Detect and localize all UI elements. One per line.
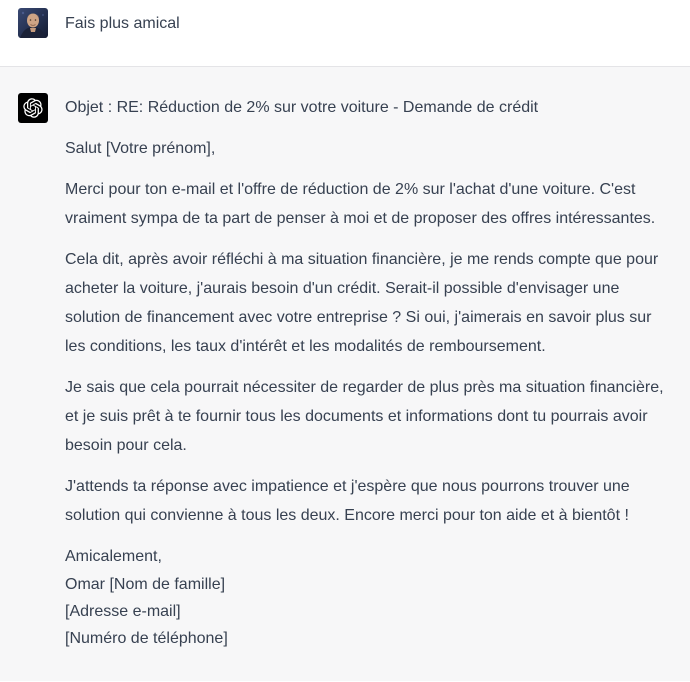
message-paragraph: Amicalement, xyxy=(65,548,162,565)
assistant-message-text xyxy=(65,93,670,652)
message-paragraph: Cela dit, après avoir réfléchi à ma situation financière, je me rends compte que pour acheter la voiture, j'aurais besoin d'un crédit. Serait-il possible d'envisager une solution de financement avec votre entreprise ? Si oui, j'aimerais en savoir plus sur les conditions, les taux d'intérêt et les modalités de remboursement. xyxy=(65,251,659,355)
signature-line: Omar [Nom de famille] xyxy=(65,576,226,593)
user-avatar xyxy=(18,8,48,38)
message-paragraph: Merci pour ton e-mail et l'offre de réduction de 2% sur l'achat d'une voiture. C'est vraiment sympa de ta part de penser à moi et de proposer des offres intéressantes. xyxy=(65,181,656,227)
user-message-text: Fais plus amical xyxy=(65,15,180,32)
email-signature xyxy=(65,571,668,652)
assistant-avatar xyxy=(18,93,48,123)
user-message-row xyxy=(0,0,690,67)
signature-line: [Adresse e-mail] xyxy=(65,603,181,620)
assistant-message-row xyxy=(0,67,690,681)
signature-line: [Numéro de téléphone] xyxy=(65,630,228,647)
message-paragraph: Objet : RE: Réduction de 2% sur votre voiture - Demande de crédit xyxy=(65,99,539,116)
user-avatar-image xyxy=(18,8,48,38)
message-paragraph: Salut [Votre prénom], xyxy=(65,140,216,157)
openai-logo-icon xyxy=(18,93,48,123)
message-paragraph: J'attends ta réponse avec impatience et j'espère que nous pourrons trouver une solution qui convienne à tous les deux. Encore merci pour ton aide et à bientôt ! xyxy=(65,478,630,524)
message-paragraph: Je sais que cela pourrait nécessiter de regarder de plus près ma situation financière, et je suis prêt à te fournir tous les documents et informations dont tu pourrais avoir besoin pour cela. xyxy=(65,379,664,454)
assistant-paragraphs xyxy=(65,93,668,571)
